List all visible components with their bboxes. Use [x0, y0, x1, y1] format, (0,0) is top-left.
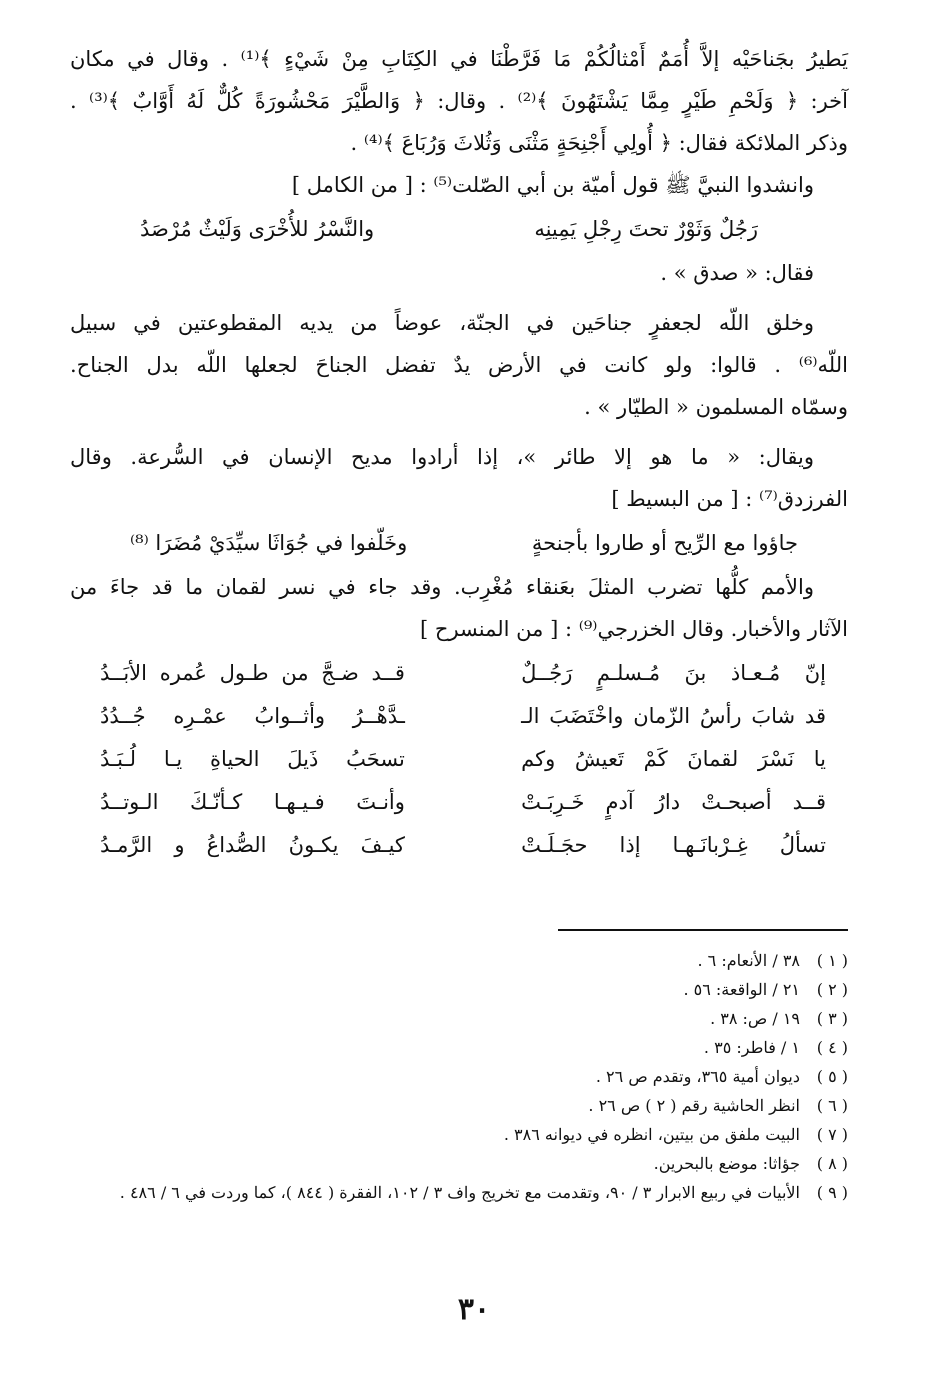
text-line: اللّه⁽⁶⁾ . قالوا: ولو كانت في الأرض يدٌ تفضل الجناحَ لجعلها اللّه بدل الجناح.: [70, 353, 848, 377]
text-line: فقال: « صدق » .: [660, 261, 814, 285]
footnote-number: ( ٣ ): [816, 1009, 848, 1028]
poem-verse: [70, 695, 848, 738]
poem-first-hemistich: قــد أصبحـتْ دارُ آدمٍ خَـرِبَـتْ: [521, 790, 826, 814]
footnote: [70, 946, 848, 975]
verse-first-hemistich: جاؤوا مع الرِّيح أو طاروا بأجنحةٍ: [531, 531, 798, 555]
verse-couplet: [70, 520, 848, 566]
footnote-number: ( ٤ ): [816, 1038, 848, 1057]
poem-second-hemistich: ـدَّهْــرُ وأثــوابُ عمْـرِه جُــدُدُ: [100, 704, 405, 728]
footnote: [70, 1091, 848, 1120]
footnote: [70, 1178, 848, 1207]
poem-second-hemistich: تسحَبُ ذَيلَ الحياةِ يـا لُـبَـدُ: [100, 747, 405, 771]
poem-verse: [70, 781, 848, 824]
text-line: الآثار والأخبار. وقال الخزرجي⁽⁹⁾ : [ من المنسرح ]: [420, 617, 848, 641]
footnote-divider: [558, 929, 848, 931]
page-number: ٣٠: [457, 1292, 491, 1327]
footnote: [70, 1004, 848, 1033]
footnote: [70, 1062, 848, 1091]
main-text: [70, 38, 848, 867]
footnote-text: جؤاثا: موضع بالبحرين.: [653, 1154, 800, 1173]
footnote-number: ( ٧ ): [816, 1125, 848, 1144]
text-line: يَطيرُ بجَناحَيْه إلاَّ أُمَمٌ أَمْثالُكُمْ مَا فَرَّطْنَا في الكِتَابِ مِنْ شَيْءٍ ﴾⁽¹⁾ . وقال في مكان: [70, 47, 848, 71]
footnote: [70, 1149, 848, 1178]
footnote-text: انظر الحاشية رقم ( ٢ ) ص ٢٦ .: [588, 1096, 800, 1115]
text-line: وسمّاه المسلمون « الطيّار » .: [584, 395, 848, 419]
poem-first-hemistich: إنّ مُـعـاذ بنَ مُـسلـمٍ رَجُــلٌ: [521, 661, 826, 685]
footnote-number: ( ٥ ): [816, 1067, 848, 1086]
poem-verse: [70, 652, 848, 695]
footnote-number: ( ٦ ): [816, 1096, 848, 1115]
poem-first-hemistich: يا نَسْرَ لقمانَ كَمْ تَعيشُ وكم: [521, 747, 826, 771]
footnote-number: ( ١ ): [816, 951, 848, 970]
text-line: آخر: ﴿ وَلَحْمِ طَيْرٍ مِمَّا يَشْتَهُونَ ﴾⁽²⁾ . وقال: ﴿ وَالطَّيْرَ مَحْشُورَةً كُلٌّ لَهُ أَوَّابٌ ﴾⁽³⁾ .: [70, 89, 848, 113]
footnote-text: ديوان أمية ٣٦٥، وتقدم ص ٢٦ .: [595, 1067, 800, 1086]
footnote-text: ١ / فاطر: ٣٥ .: [703, 1038, 800, 1057]
verse-second-hemistich: وخَلّفوا في جُوَاثَا سيِّدَيْ مُضَرَا ⁽⁸⁾: [130, 531, 408, 555]
footnote-text: ١٩ / ص: ٣٨ .: [710, 1009, 800, 1028]
poem-second-hemistich: كيـفَ يكـونُ الصُّداعُ و الرَّمـدُ: [100, 833, 405, 857]
text-line: وذكر الملائكة فقال: ﴿ أُولِي أَجْنِحَةٍ مَثْنَى وَثُلاثَ وَرُبَاعَ ﴾⁽⁴⁾ .: [350, 131, 848, 155]
footnote-number: ( ٢ ): [816, 980, 848, 999]
footnote-text: البيت ملفق من بيتين، انظره في ديوانه ٣٨٦ .: [503, 1125, 800, 1144]
footnotes: [70, 946, 848, 1207]
text-line: ويقال: « ما هو إلا طائر »، إذا أرادوا مديح الإنسان في السُّرعة. وقال: [70, 445, 814, 469]
verse-couplet: [70, 206, 848, 252]
footnote: [70, 975, 848, 1004]
text-line: وخلق اللّه لجعفرٍ جناحَين في الجنّة، عوضاً من يديه المقطوعتين في سبيل: [70, 311, 814, 335]
verse-first-hemistich: رَجُلٌ وَثَوْرٌ تحتَ رِجْلِ يَمِينِه: [534, 217, 758, 241]
text-line: والأمم كلُّها تضرب المثلَ بعَنقاء مُغْرِب. وقد جاء في نسر لقمان ما قد جاءَ من: [70, 575, 814, 599]
poem-verse: [70, 824, 848, 867]
poem-verse: [70, 738, 848, 781]
footnote: [70, 1033, 848, 1062]
footnote: [70, 1120, 848, 1149]
footnote-text: الأبيات في ربيع الابرار ٣ / ٩٠، وتقدمت مع تخريج واف ٣ / ١٠٢، الفقرة ( ٨٤٤ )، كما وردت في ٦ / ٤٨٦ .: [119, 1183, 800, 1202]
verse-second-hemistich: والنَّسْرُ للأُخْرَى وَلَيْثٌ مُرْصَدُ: [140, 217, 375, 241]
text-line: وانشدوا النبيَّ ﷺ قول أميّة بن أبي الصّلت⁽⁵⁾ : [ من الكامل ]: [291, 173, 814, 197]
poem-second-hemistich: وأنـتَ فـيـهـا كـأنّـكَ الـوتــدُ: [100, 790, 405, 814]
poem-first-hemistich: قد شابَ رأسُ الزّمان واخْتَضَبَ الـ: [521, 704, 826, 728]
poem: [70, 652, 848, 867]
footnote-number: ( ٨ ): [816, 1154, 848, 1173]
poem-second-hemistich: قــد ضـجَّ من طـول عُمره الأبَــدُ: [100, 661, 405, 685]
footnote-number: ( ٩ ): [816, 1183, 848, 1202]
footnote-text: ٢١ / الواقعة: ٥٦ .: [683, 980, 800, 999]
footnote-text: ٣٨ / الأنعام: ٦ .: [697, 951, 800, 970]
poem-first-hemistich: تسألُ غِـرْبانَـهـا إذا حجَـلَـتْ: [521, 833, 826, 857]
text-line: الفرزدق⁽⁷⁾ : [ من البسيط ]: [611, 487, 848, 511]
